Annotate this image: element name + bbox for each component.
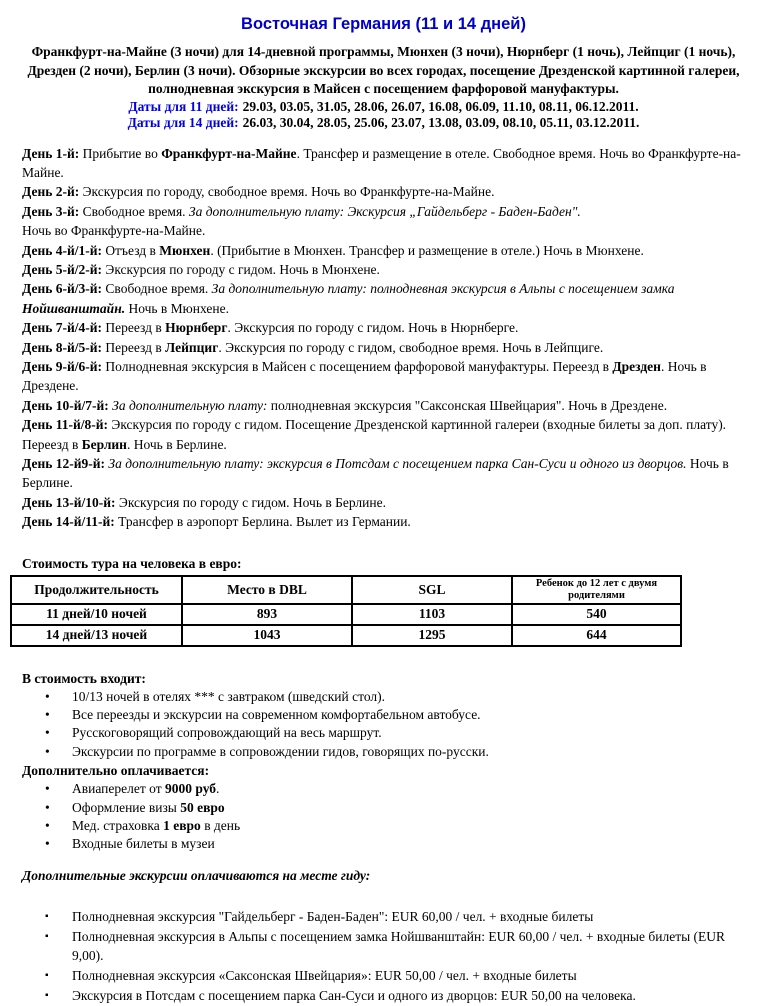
price-heading: Стоимость тура на человека в евро: xyxy=(22,555,242,571)
day-label: День 8-й/5-й: xyxy=(22,339,103,355)
text-segment: Лейпциг xyxy=(165,339,219,355)
text-segment: Авиаперелет от xyxy=(72,781,165,797)
price-header-row xyxy=(11,576,681,604)
price-row-11 xyxy=(11,604,681,625)
itinerary-day xyxy=(22,279,745,318)
price-col-duration: Продолжительность xyxy=(11,576,182,604)
day-label: День 3-й: xyxy=(22,203,80,219)
text-segment: Ночь в Берлине. xyxy=(22,456,729,491)
day-label: День 11-й/8-й: xyxy=(22,417,109,433)
text-segment: За дополнительную плату: полнодневная экскурсия в Альпы с посещением замка xyxy=(211,281,675,297)
day-label: День 9-й/6-й: xyxy=(22,358,103,374)
text-segment: Экскурсия по городу с гидом. Посещение Дрезденской картинной галереи (входные билеты за доп. плату). Переезд в xyxy=(22,417,727,452)
list-item xyxy=(22,817,745,835)
price-cell: 1043 xyxy=(182,625,352,646)
list-item xyxy=(22,966,745,986)
text-segment: . (Прибытие в Мюнхен. Трансфер и размещение в отеле.) Ночь в Мюнхене. xyxy=(210,242,644,258)
text-segment: Экскурсия по городу с гидом. Ночь в Берлине. xyxy=(115,494,386,510)
list-item xyxy=(22,780,745,798)
itinerary-day xyxy=(22,260,745,279)
text-segment: в день xyxy=(200,818,241,834)
list-item-text: Экскурсии по программе в сопровождении гидов, говорящих по-русски. xyxy=(72,743,489,759)
text-segment: . Экскурсия по городу с гидом, свободное время. Ночь в Лейпциге. xyxy=(218,339,604,355)
dates-14-line xyxy=(22,115,745,132)
day-label: День 1-й: xyxy=(22,145,80,161)
list-item xyxy=(22,706,745,724)
text-segment: Свободное время. xyxy=(102,281,212,297)
itinerary xyxy=(22,144,745,532)
text-segment: 9000 руб xyxy=(164,781,217,797)
text-segment: Нойшванштайн. xyxy=(22,300,126,316)
list-item-text: Полнодневная экскурсия "Гайдельберг - Баден-Баден": EUR 60,00 / чел. + входные билеты xyxy=(72,908,594,924)
text-segment: Трансфер в аэропорт Берлина. Вылет из Германии. xyxy=(114,514,411,530)
dates-11-line xyxy=(22,99,745,116)
text-segment: . Ночь в Дрездене. xyxy=(22,358,707,394)
list-item-text xyxy=(72,799,745,817)
itinerary-day xyxy=(22,338,745,357)
text-segment: За дополнительную плату: экскурсия в Потсдам с посещением парка Сан-Суси и одного из дворцов. xyxy=(105,456,687,471)
itinerary-day xyxy=(22,318,745,337)
day-label: День 12-й9-й: xyxy=(22,456,106,471)
text-segment: Берлин xyxy=(81,436,127,452)
text-segment: Отъезд в xyxy=(102,242,160,258)
list-item xyxy=(22,724,745,742)
text-segment: Дрезден xyxy=(612,358,661,374)
text-segment: 50 евро xyxy=(180,799,225,815)
price-cell: 11 дней/10 ночей xyxy=(11,604,182,625)
text-segment: Переезд в xyxy=(102,339,166,355)
text-segment: Мед. страховка xyxy=(72,818,164,834)
list-item xyxy=(22,927,745,967)
itinerary-day xyxy=(22,512,745,531)
bullet-icon: ▪ xyxy=(45,910,49,922)
bullet-icon: • xyxy=(45,743,50,759)
optional-excursions-list xyxy=(22,907,745,1006)
price-cell: 644 xyxy=(512,625,681,646)
itinerary-day xyxy=(22,493,745,512)
dates-11-values: 29.03, 03.05, 31.05, 28.06, 26.07, 16.08, 06.09, 11.10, 08.11, 06.12.2011. xyxy=(242,98,639,114)
text-segment: Переезд в xyxy=(102,320,166,336)
day-label: День 13-й/10-й: xyxy=(22,494,116,510)
text-segment: Экскурсия по городу, свободное время. Ночь во Франкфурте-на-Майне. xyxy=(79,184,495,200)
list-item-text xyxy=(72,817,745,835)
text-segment: Входные билеты в музеи xyxy=(72,836,215,852)
text-segment: Мюнхен xyxy=(159,242,211,258)
text-segment: . xyxy=(216,781,220,797)
bullet-icon: • xyxy=(45,818,50,834)
day-label: День 6-й/3-й: xyxy=(22,281,103,297)
price-cell: 1103 xyxy=(352,604,512,625)
list-item-text: 10/13 ночей в отелях *** с завтраком (шведский стол). xyxy=(72,688,385,704)
dates-11-label: Даты для 11 дней: xyxy=(128,98,239,114)
bullet-icon: • xyxy=(45,799,50,815)
day-label: День 2-й: xyxy=(22,184,80,200)
text-segment: Свободное время. xyxy=(79,203,189,219)
list-item-text: Полнодневная экскурсия в Альпы с посещением замка Нойшванштайн: EUR 60,00 / чел. + входные билеты (EUR 9,00). xyxy=(72,928,726,964)
included-list xyxy=(22,688,745,762)
text-segment: . Ночь в Берлине. xyxy=(126,436,227,452)
price-row-14 xyxy=(11,625,681,646)
price-col-child: Ребенок до 12 лет с двумя родителями xyxy=(512,576,681,604)
list-item-text: Экскурсия в Потсдам с посещением парка Сан-Суси и одного из дворцов: EUR 50,00 на человека. xyxy=(72,988,636,1004)
list-item-text: Русскоговорящий сопровождающий на весь маршрут. xyxy=(72,725,382,741)
included-heading: В стоимость входит: xyxy=(22,670,146,686)
bullet-icon: • xyxy=(45,707,50,723)
price-table xyxy=(10,575,682,647)
itinerary-day xyxy=(22,357,745,396)
itinerary-day xyxy=(22,182,745,201)
day-label: День 10-й/7-й: xyxy=(22,397,109,413)
bullet-icon: ▪ xyxy=(45,970,49,982)
bullet-icon: • xyxy=(45,781,50,797)
text-segment: За дополнительную плату: Экскурсия „Гайдельберг - Баден-Баден". xyxy=(188,203,581,219)
extra-paid-list xyxy=(22,780,745,854)
intro-paragraph: Франкфурт-на-Майне (3 ночи) для 14-дневной программы, Мюнхен (3 ночи), Нюрнберг (1 ночь), Лейпциг (1 ночь), Дрезден (2 ночи), Берлин (3 ночи). Обзорные экскурсии во всех городах, посещение Дрезденской картинной галереи, полнодневная экскурсия в Майсен с посещением фарфоровой мануфактуры. xyxy=(27,44,740,96)
itinerary-day xyxy=(22,396,745,415)
text-segment: полнодневная экскурсия "Саксонская Швейцария". Ночь в Дрездене. xyxy=(270,397,668,413)
text-segment: Оформление визы xyxy=(72,799,181,815)
bullet-icon: • xyxy=(45,688,50,704)
list-item xyxy=(22,835,745,853)
list-item xyxy=(22,986,745,1006)
text-segment: Прибытие во xyxy=(79,145,162,161)
day-label: День 14-й/11-й: xyxy=(22,514,115,530)
price-col-dbl: Место в DBL xyxy=(182,576,352,604)
dates-14-label: Даты для 14 дней: xyxy=(127,115,239,130)
list-item-text: Полнодневная экскурсия «Саксонская Швейцария»: EUR 50,00 / чел. + входные билеты xyxy=(72,968,577,984)
text-segment: Полнодневная экскурсия в Майсен с посещением фарфоровой мануфактуры. Переезд в xyxy=(102,358,613,374)
list-item xyxy=(22,743,745,761)
itinerary-day xyxy=(22,241,745,260)
extra-paid-heading: Дополнительно оплачивается: xyxy=(22,763,210,779)
bullet-icon: • xyxy=(45,836,50,852)
list-item-text xyxy=(72,835,745,853)
optional-excursions-heading: Дополнительные экскурсии оплачиваются на месте гиду: xyxy=(22,867,371,883)
dates-14-values: 26.03, 30.04, 28.05, 25.06, 23.07, 13.08, 03.09, 08.10, 05.11, 03.12.2011. xyxy=(242,115,640,130)
day-label: День 4-й/1-й: xyxy=(22,242,103,258)
text-segment: Экскурсия по городу с гидом. Ночь в Мюнхене. xyxy=(102,261,380,277)
text-segment: Нюрнберг xyxy=(165,320,228,336)
price-cell: 1295 xyxy=(352,625,512,646)
price-col-sgl: SGL xyxy=(352,576,512,604)
list-item xyxy=(22,907,745,927)
day-label: День 7-й/4-й: xyxy=(22,320,103,336)
price-cell: 893 xyxy=(182,604,352,625)
itinerary-day xyxy=(22,454,745,493)
text-segment: . Трансфер и размещение в отеле. Свободное время. Ночь во Франкфурте-на-Майне. xyxy=(22,145,741,180)
list-item-text xyxy=(72,780,745,798)
text-segment: Ночь во Франкфурте-на-Майне. xyxy=(22,223,206,239)
bullet-icon: • xyxy=(45,725,50,741)
text-segment: . Экскурсия по городу с гидом. Ночь в Нюрнберге. xyxy=(227,320,519,336)
itinerary-day xyxy=(22,202,745,241)
text-segment: Ночь в Мюнхене. xyxy=(125,300,229,316)
page-title: Восточная Германия (11 и 14 дней) xyxy=(241,15,526,33)
itinerary-day xyxy=(22,415,745,454)
list-item-text: Все переезды и экскурсии на современном комфортабельном автобусе. xyxy=(72,707,481,723)
price-cell: 540 xyxy=(512,604,681,625)
day-label: День 5-й/2-й: xyxy=(22,261,103,277)
text-segment: Франкфурт-на-Майне xyxy=(161,145,297,161)
itinerary-day xyxy=(22,144,745,183)
list-item xyxy=(22,688,745,706)
text-segment: За дополнительную плату: xyxy=(108,397,271,413)
bullet-icon: ▪ xyxy=(45,990,49,1002)
bullet-icon: ▪ xyxy=(45,930,49,942)
list-item xyxy=(22,799,745,817)
price-cell: 14 дней/13 ночей xyxy=(11,625,182,646)
text-segment: 1 евро xyxy=(163,818,201,834)
